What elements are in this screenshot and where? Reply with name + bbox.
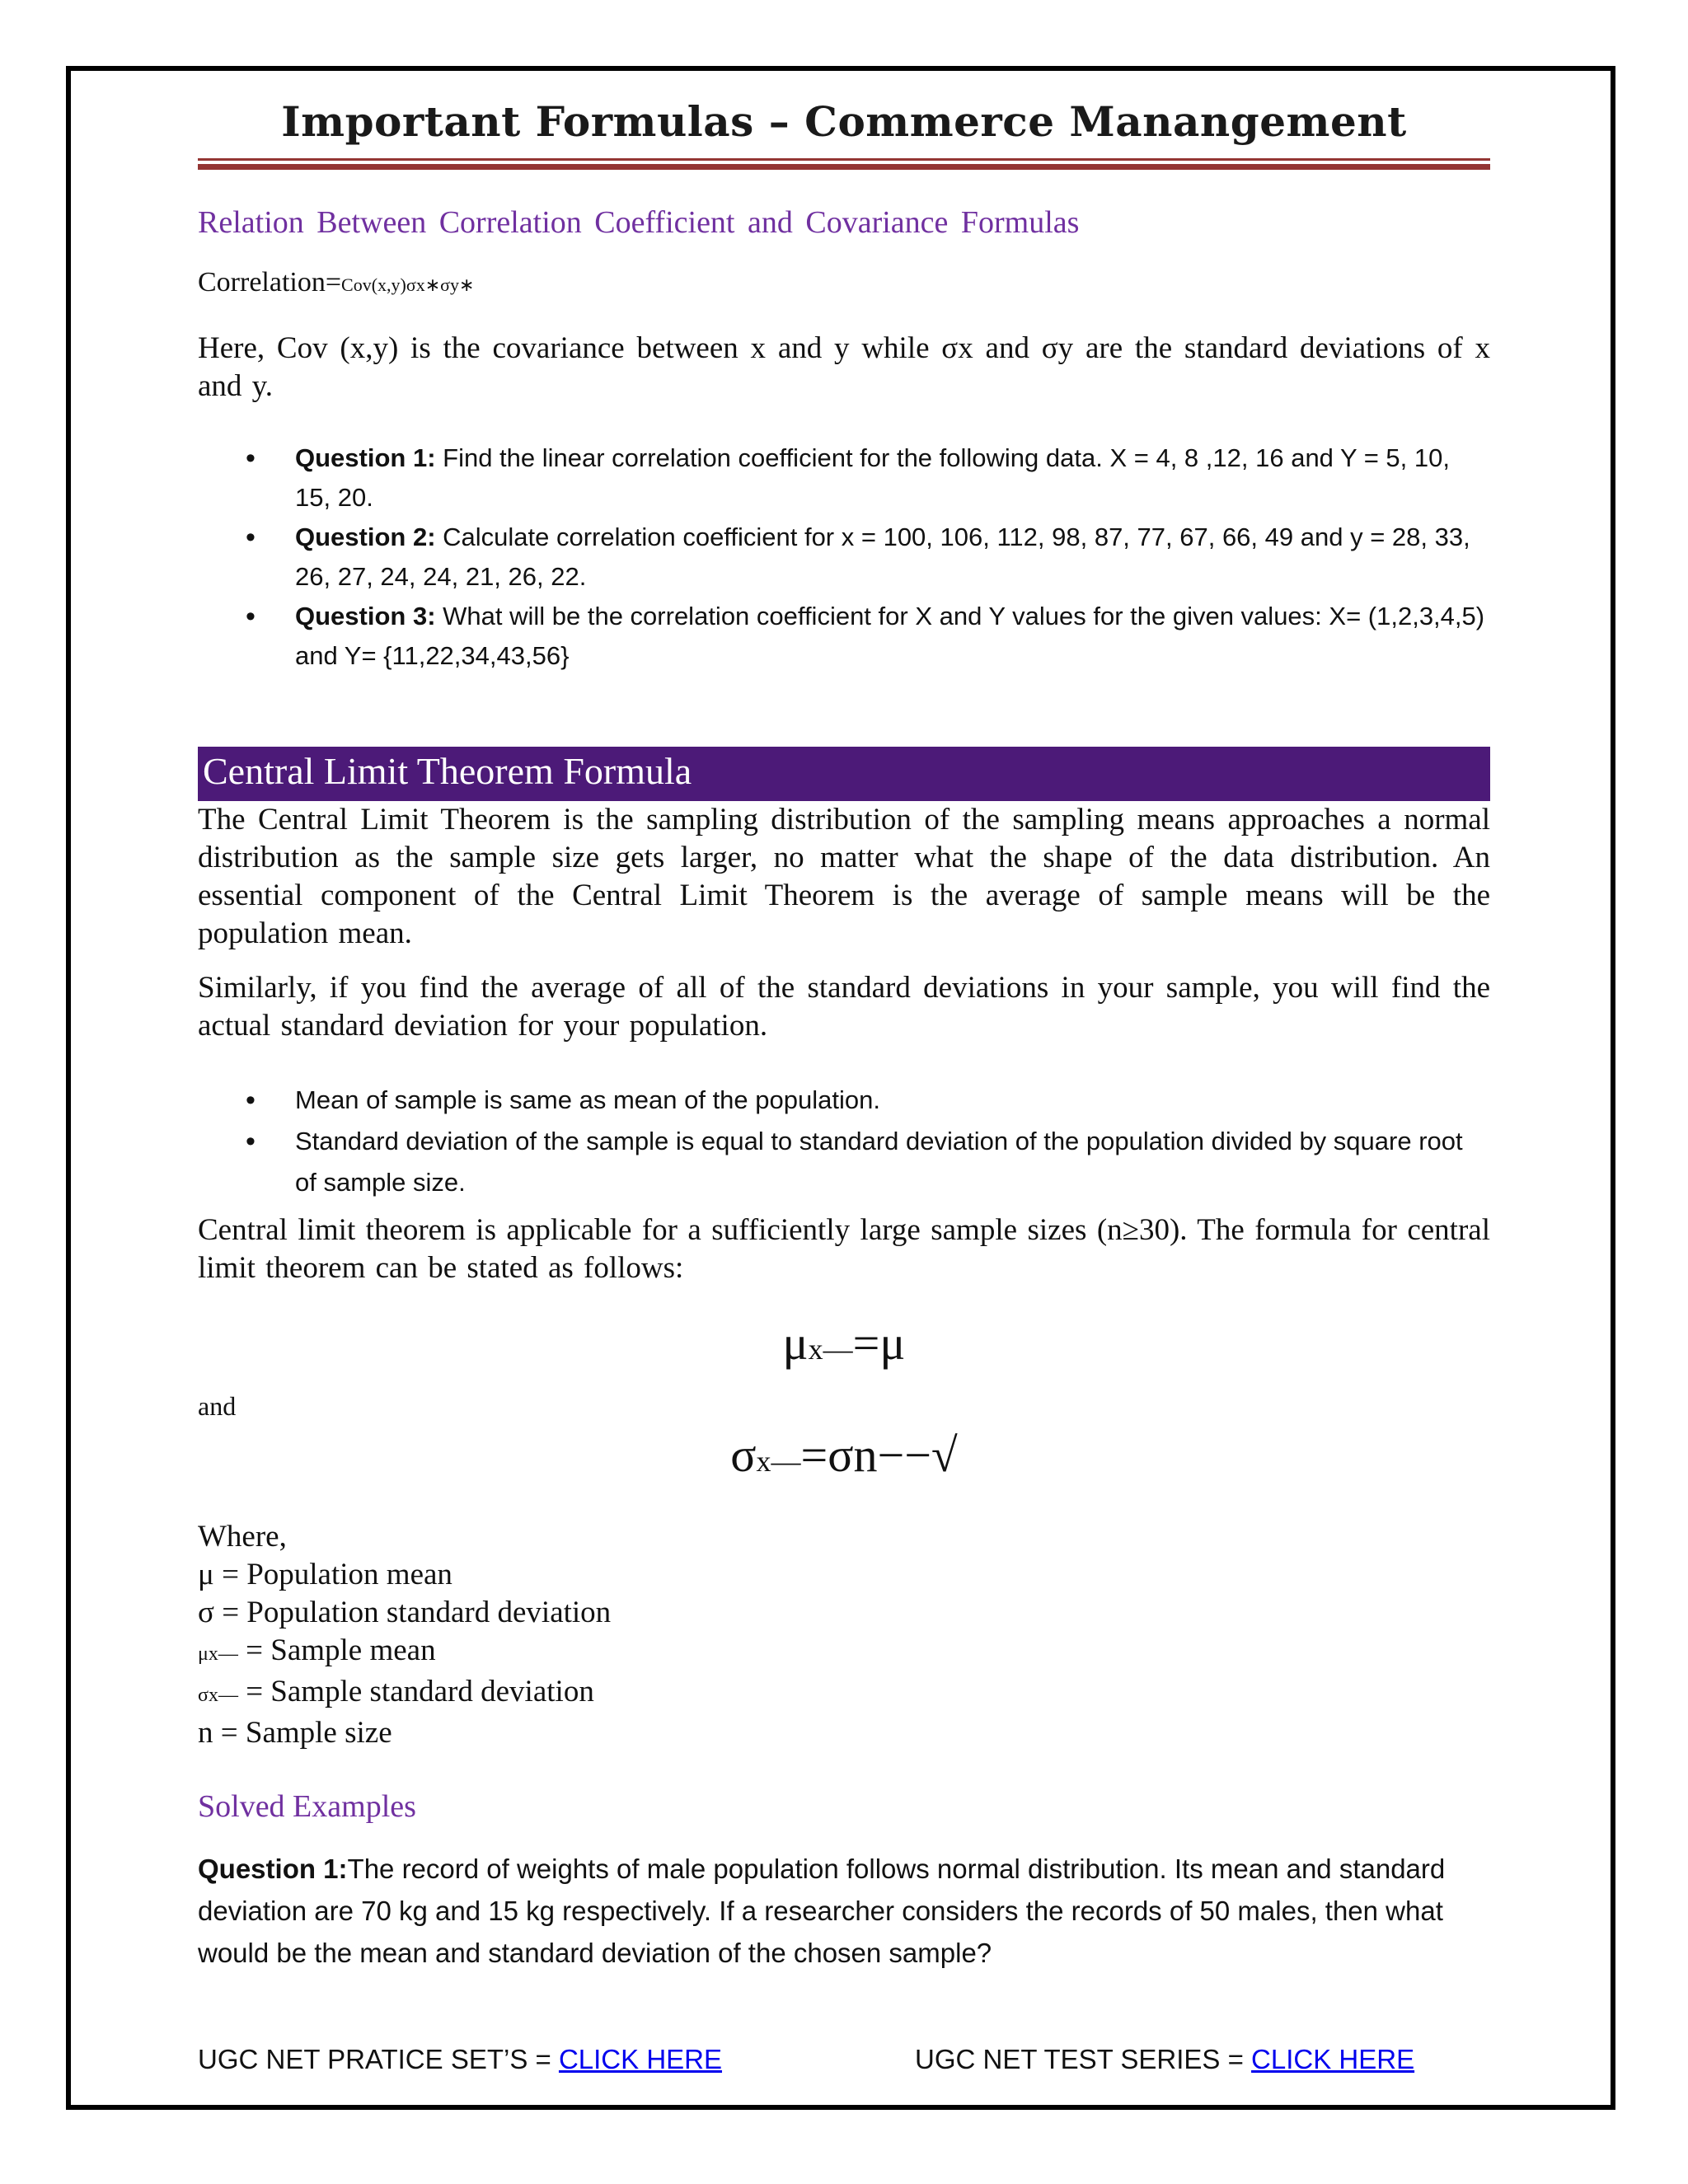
page-content (198, 91, 1490, 1974)
question-text: Calculate correlation coefficient for x = 100, 106, 112, 98, 87, 77, 67, 66, 49 and y = 28, 33, 26, 27, 24, 24, 21, 26, 22. (295, 523, 1470, 591)
where-definitions (198, 1518, 1490, 1752)
sample-sd-text: = Sample standard deviation (237, 1675, 594, 1708)
and-text: and (198, 1391, 237, 1421)
question-label: Question 2: (295, 523, 436, 551)
covariance-description: Here, Cov (x,y) is the covariance between x and y while σx and σy are the standard deviations of x and y. (198, 331, 1490, 403)
correlation-formula-body: Cov(x,y)σx∗σy∗ (341, 274, 475, 295)
footer-test-series (915, 2044, 1414, 2075)
section-heading-solved: Solved Examples (198, 1789, 416, 1824)
footer-practice-label: UGC NET PRATICE SET’S = (198, 2044, 559, 2074)
clt-sd-formula (198, 1424, 1490, 1487)
definition-population-mean: μ = Population mean (198, 1558, 452, 1591)
footer-test-label: UGC NET TEST SERIES = (915, 2044, 1252, 2074)
sample-mean-text: = Sample mean (237, 1633, 436, 1667)
question-label: Question 3: (295, 602, 436, 630)
clt-bullet-list (198, 1080, 1490, 1203)
clt-mean-formula (198, 1312, 1490, 1375)
definition-sample-size: n = Sample size (198, 1716, 392, 1750)
where-title: Where, (198, 1520, 287, 1554)
correlation-formula (198, 267, 1490, 303)
section-heading-clt: Central Limit Theorem Formula (198, 747, 1490, 801)
correlation-questions-list (198, 438, 1490, 676)
footer-practice-sets (198, 2044, 722, 2075)
test-series-link[interactable]: CLICK HERE (1251, 2044, 1415, 2074)
question-label: Question 1: (198, 1854, 348, 1884)
formula-rhs: =σn−−√ (800, 1428, 958, 1482)
list-item (295, 438, 1490, 518)
list-item: • Standard deviation of the sample is equal to standard deviation of the population divided by square root of sample size. (295, 1121, 1490, 1203)
footer (198, 2044, 1490, 2080)
sample-sd-symbol: σx— (198, 1685, 238, 1706)
title-divider-thin (198, 158, 1490, 161)
practice-sets-link[interactable]: CLICK HERE (558, 2044, 723, 2074)
section-heading-correlation: Relation Between Correlation Coefficient and Covariance Formulas (198, 205, 1080, 240)
solved-question-1 (198, 1848, 1490, 1974)
formula-xbar: x— (808, 1333, 853, 1366)
definition-population-sd: σ = Population standard deviation (198, 1596, 612, 1629)
question-text: The record of weights of male population follows normal distribution. Its mean and standard deviation are 70 kg and 15 kg respectively. If a researcher considers the records of 50 males, then what would be the mean and standard deviation of the chosen sample? (198, 1854, 1446, 1968)
clt-paragraph-2: Similarly, if you find the average of all of the standard deviations in your sample, you will find the actual standard deviation for your population. (198, 971, 1490, 1043)
formula-sigma: σ (730, 1428, 757, 1482)
question-text: What will be the correlation coefficient for X and Y values for the given values: X= (1,2,3,4,5) and Y= {11,22,34,43,56} (295, 602, 1485, 670)
page-title: Important Formulas – Commerce Manangement (281, 97, 1407, 146)
clt-paragraph-3: Central limit theorem is applicable for a sufficiently large sample sizes (n≥30). The formula for central limit theorem can be stated as follows: (198, 1213, 1490, 1285)
title-divider-thick (198, 164, 1490, 170)
sample-mean-symbol: μx— (198, 1643, 238, 1665)
list-item (295, 597, 1490, 676)
list-item: • Mean of sample is same as mean of the population. (295, 1080, 1490, 1121)
question-text: Find the linear correlation coefficient for the following data. X = 4, 8 ,12, 16 and Y = 5, 10, 15, 20. (295, 443, 1450, 512)
question-label: Question 1: (295, 443, 436, 472)
clt-paragraph-1: The Central Limit Theorem is the sampling distribution of the sampling means approaches a normal distribution as the sample size gets larger, no matter what the shape of the data distribution. An essential component of the Central Limit Theorem is the average of sample means will be the population mean. (198, 803, 1490, 950)
definition-sample-sd (198, 1673, 1490, 1714)
definition-sample-mean (198, 1632, 1490, 1673)
list-item (295, 518, 1490, 597)
formula-mu: μ (782, 1316, 809, 1370)
formula-rhs: =μ (852, 1316, 906, 1370)
formula-xbar: x— (756, 1445, 801, 1478)
correlation-formula-prefix: Correlation= (198, 267, 342, 298)
